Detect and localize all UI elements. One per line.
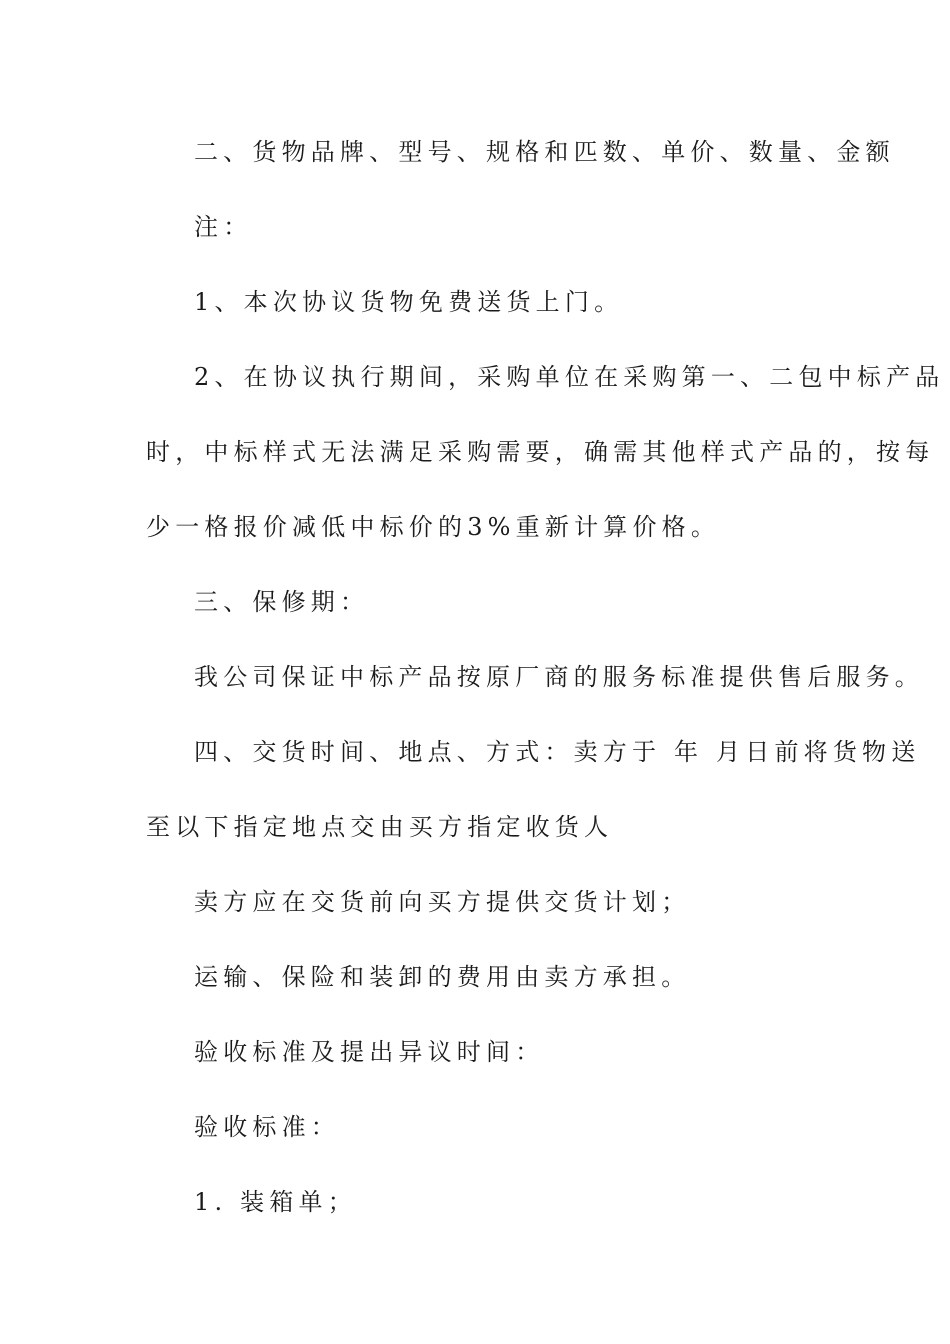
note-label: 注： — [194, 213, 253, 241]
delivery-plan-text: 卖方应在交货前向买方提供交货计划； — [194, 888, 691, 916]
section-4-line-1: 四、交货时间、地点、方式：卖方于 年 月日前将货物送 — [194, 738, 921, 766]
warranty-text: 我公司保证中标产品按原厂商的服务标准提供售后服务。 — [194, 663, 924, 691]
acceptance-standard-label: 验收标准： — [194, 1113, 340, 1141]
note-item-2-line-1: 2、在协议执行期间，采购单位在采购第一、二包中标产品 — [194, 363, 945, 391]
section-2-heading: 二、货物品牌、型号、规格和匹数、单价、数量、金额 — [194, 138, 895, 166]
section-4-line-2: 至以下指定地点交由买方指定收货人 — [146, 813, 614, 841]
note-item-2-line-2: 时，中标样式无法满足采购需要，确需其他样式产品的，按每 — [146, 438, 935, 466]
acceptance-heading: 验收标准及提出异议时间： — [194, 1038, 545, 1066]
costs-text: 运输、保险和装卸的费用由卖方承担。 — [194, 963, 691, 991]
note-item-1: 1、本次协议货物免费送货上门。 — [194, 288, 624, 316]
note-item-2-line-3: 少一格报价减低中标价的3%重新计算价格。 — [146, 513, 721, 541]
section-3-heading: 三、保修期： — [194, 588, 370, 616]
acceptance-item-1: 1. 装箱单； — [194, 1188, 357, 1216]
